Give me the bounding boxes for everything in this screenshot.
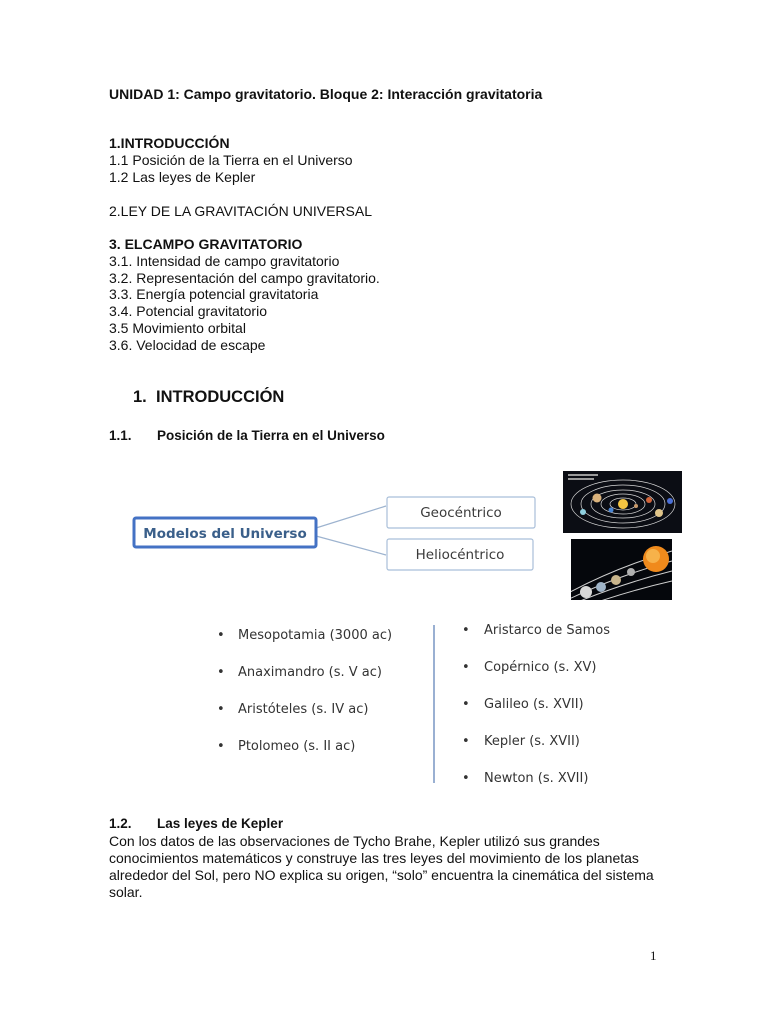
bullet: • — [217, 702, 225, 717]
toc-item: 1.2 Las leyes de Kepler — [109, 168, 256, 185]
models-root-label: Modelos del Universo — [143, 526, 307, 542]
bullet: • — [217, 739, 225, 754]
list-item: Kepler (s. XVII) — [484, 734, 580, 749]
toc-section-1 — [109, 135, 353, 185]
toc-item: 3.5 Movimiento orbital — [109, 319, 246, 336]
document-title: UNIDAD 1: Campo gravitatorio. Bloque 2: Interacción gravitatoria — [109, 86, 543, 102]
toc-section-3-title: 3. ELCAMPO GRAVITATORIO — [109, 236, 303, 252]
list-item: Aristóteles (s. IV ac) — [238, 702, 369, 717]
bullet: • — [462, 771, 470, 786]
list-item: Galileo (s. XVII) — [484, 697, 584, 712]
section-heading-introduccion — [133, 388, 284, 407]
toc-item: 3.3. Energía potencial gravitatoria — [109, 286, 319, 303]
subsection-title: Las leyes de Kepler — [157, 816, 284, 831]
solar-system-image-heliocentric — [571, 539, 672, 600]
subsection-title: Posición de la Tierra en el Universo — [157, 428, 385, 443]
models-lists — [205, 615, 625, 790]
solar-system-image-geocentric — [563, 471, 682, 533]
subsection-number: 1.2. — [109, 816, 132, 831]
bullet: • — [462, 660, 470, 675]
heliocentrico-label: Heliocéntrico — [415, 547, 505, 563]
models-diagram — [120, 488, 550, 578]
geocentric-list — [217, 628, 392, 754]
list-item: Mesopotamia (3000 ac) — [238, 628, 393, 643]
toc-section-2-title: 2.LEY DE LA GRAVITACIÓN UNIVERSAL — [109, 203, 372, 219]
bullet: • — [462, 623, 470, 638]
toc-item: 3.4. Potencial gravitatorio — [109, 303, 267, 320]
subsection-heading-1-1 — [109, 428, 385, 443]
toc-section-1-title: 1.INTRODUCCIÓN — [109, 135, 230, 151]
toc-item: 3.1. Intensidad de campo gravitatorio — [109, 252, 340, 269]
list-item: Newton (s. XVII) — [484, 771, 589, 786]
bullet: • — [462, 734, 470, 749]
section-title: INTRODUCCIÓN — [156, 388, 285, 406]
list-item: Anaximandro (s. V ac) — [238, 665, 382, 680]
list-item: Ptolomeo (s. II ac) — [238, 739, 356, 754]
bullet: • — [217, 628, 225, 643]
toc-section-3 — [109, 236, 380, 354]
list-item: Aristarco de Samos — [484, 623, 610, 638]
section-number: 1. — [133, 388, 147, 406]
bullet: • — [217, 665, 225, 680]
toc-item: 1.1 Posición de la Tierra en el Universo — [109, 151, 353, 168]
kepler-paragraph: Con los datos de las observaciones de Tycho Brahe, Kepler utilizó sus grandes conocimientos matemáticos y construye las tres leyes del movimiento de los planetas alrededor del Sol, pero NO explica su origen, “solo” encuentra la cinemática del sistema solar. — [109, 833, 654, 900]
subsection-heading-1-2 — [109, 816, 283, 831]
toc-item: 3.6. Velocidad de escape — [109, 336, 266, 353]
bullet: • — [462, 697, 470, 712]
geocentrico-label: Geocéntrico — [420, 505, 502, 521]
connector-lines — [316, 506, 386, 555]
toc-item: 3.2. Representación del campo gravitatorio. — [109, 269, 380, 286]
heliocentric-list — [462, 623, 610, 786]
page-number: 1 — [650, 948, 657, 963]
subsection-number: 1.1. — [109, 428, 132, 443]
list-item: Copérnico (s. XV) — [484, 660, 597, 675]
